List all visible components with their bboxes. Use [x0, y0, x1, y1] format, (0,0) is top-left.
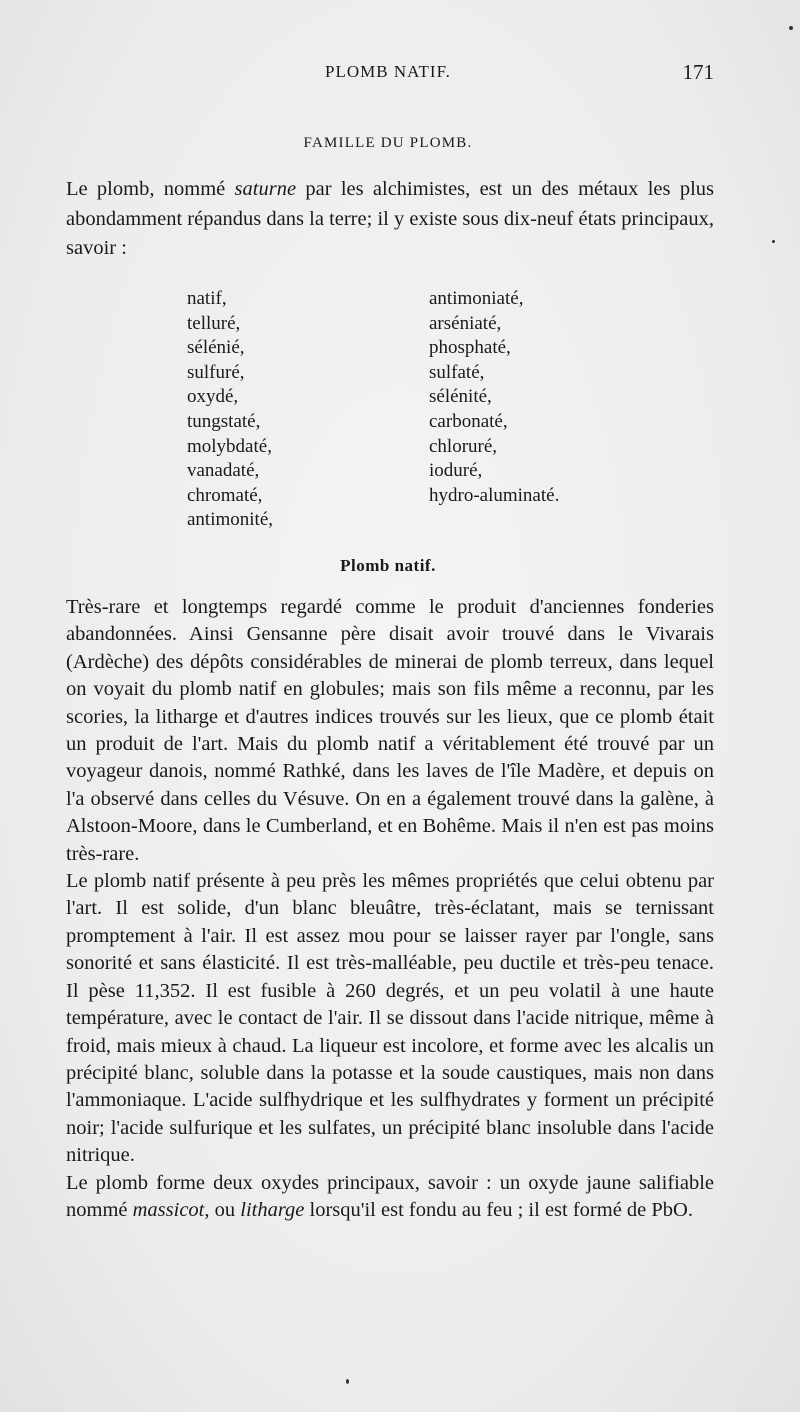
state-item: antimoniaté, [429, 288, 524, 309]
intro-paragraph [66, 175, 714, 264]
state-item: sulfaté, [429, 361, 485, 383]
state-item: natif, [187, 288, 227, 309]
intro-italic-saturne: saturne [234, 178, 297, 200]
ink-speck [346, 1379, 349, 1384]
state-item: chloruré, [429, 435, 498, 457]
state-item: sélénité, [429, 386, 492, 408]
state-item: carbonaté, [429, 410, 508, 432]
state-item: phosphaté, [429, 337, 511, 359]
intro-text-2: par les alchimistes, est un des métaux les plus abondamment répandus dans la terre; il y existe sous dix-neuf états principaux, savoir : [66, 178, 714, 259]
state-item: antimonité, [187, 509, 274, 531]
state-item: sulfuré, [187, 361, 245, 383]
state-item: arséniaté, [429, 312, 502, 334]
ink-speck [789, 26, 793, 30]
state-item: tungstaté, [187, 410, 261, 432]
paragraph-text: , ou [204, 1198, 241, 1221]
paragraph: Le plomb natif présente à peu près les mêmes propriétés que celui obtenu par l'art. Il est solide, d'un blanc bleuâtre, très-éclatant, mais se ternissant promptement à l'air. Il est assez mou pour se laisser rayer par l'ongle, sans sonorité et sans élasticité. Il est très-malléable, peu ductile et très-peu tenace. Il pèse 11,352. Il est fusible à 260 degrés, et un peu volatil à une haute température, avec le contact de l'air. Il se dissout dans l'acide nitrique, même à froid, mais mieux à chaud. La liqueur est incolore, et forme avec les alcalis un précipité blanc, soluble dans la potasse et la soude caustiques, mais non dans l'ammoniaque. L'acide sulfhydrique et les sulfhydrates y forment un précipité noir; l'acide sulfurique et les sulfates, un précipité blanc insoluble dans l'acide nitrique. [66, 870, 714, 1167]
paragraph-text: lorsqu'il est fondu au feu ; il est formé de PbO. [304, 1198, 693, 1221]
body-text [66, 594, 714, 1224]
intro-text-1: Le plomb, nommé [66, 178, 235, 200]
state-item: ioduré, [429, 460, 483, 482]
paragraph [66, 1170, 714, 1225]
state-item: telluré, [187, 312, 241, 334]
state-item: vanadaté, [187, 460, 260, 482]
paragraph-text: Le plomb forme deux oxydes principaux, savoir : un oxyde jaune salifiable nommé [66, 1171, 714, 1221]
section-title: FAMILLE DU PLOMB. [303, 135, 473, 151]
subheading-plomb-natif: Plomb natif. [340, 556, 436, 575]
states-right-column [429, 287, 559, 508]
state-item: chromaté, [187, 484, 263, 506]
state-item: sélénié, [187, 337, 245, 359]
state-item: hydro-aluminaté. [429, 484, 560, 506]
state-item: molybdaté, [187, 435, 272, 457]
states-left-column [187, 287, 273, 533]
italic-massicot: massicot [132, 1198, 205, 1221]
page-number: 171 [682, 60, 714, 84]
paragraph: Très-rare et longtemps regardé comme le produit d'anciennes fonderies abandonnées. Ainsi Gensanne père disait avoir trouvé dans le Vivarais (Ardèche) des dépôts considérables de minerai de plomb terreux, dans lequel on voyait du plomb natif en globules; mais son fils même a reconnu, par les scories, la litharge et d'autres indices trouvés sur les lieux, que ce plomb était un produit de l'art. Mais du plomb natif a véritablement été trouvé par un voyageur danois, nommé Rathké, dans les laves de l'île Madère, et depuis on l'a observé dans celles du Vésuve. On en a également trouvé dans la galène, à Alstoon-Moore, dans le Cumberland, et en Bohême. Mais il n'en est pas moins très-rare. [66, 596, 714, 865]
running-title: PLOMB NATIF. [325, 62, 451, 81]
state-item: oxydé, [187, 386, 239, 408]
running-head [62, 60, 714, 84]
ink-speck [772, 240, 775, 243]
italic-litharge: litharge [240, 1198, 305, 1221]
